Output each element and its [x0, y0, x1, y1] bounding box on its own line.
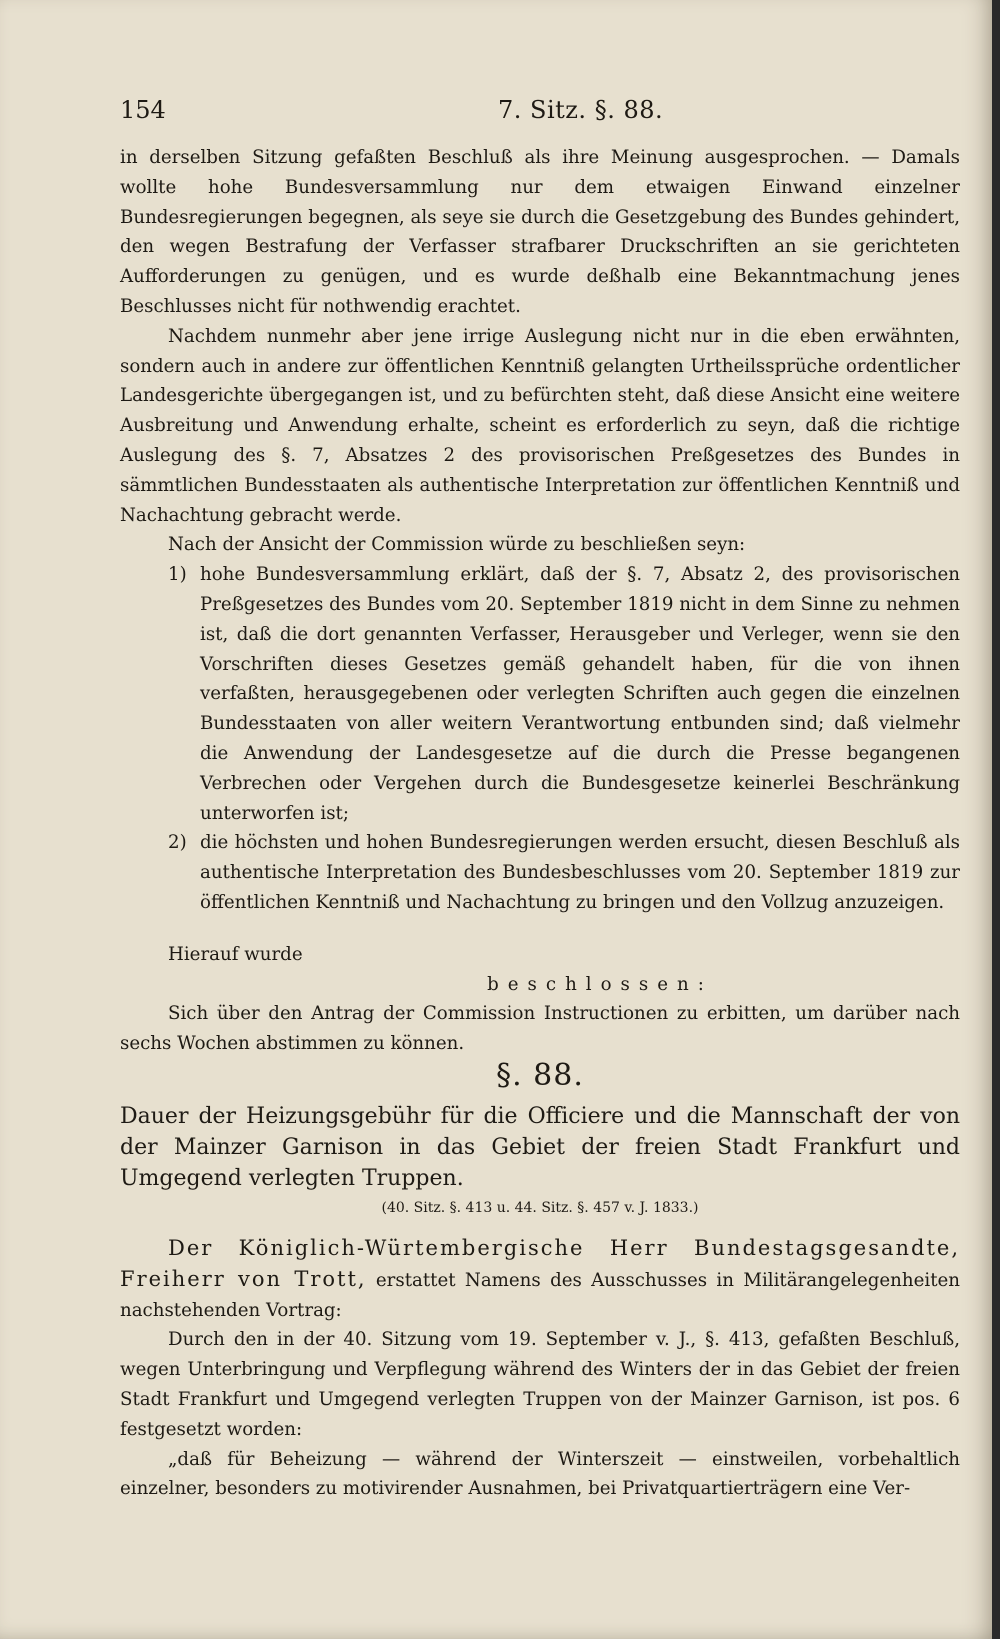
- list-item-number: 1): [168, 564, 187, 586]
- list-item: [120, 560, 960, 828]
- paragraph: Durch den in der 40. Sitzung vom 19. September v. J., §. 413, gefaßten Beschluß, wegen Unterbringung und Verpflegung während des Winters der in das Gebiet der freien Stadt Frankfurt und Umgegend verlegten Truppen von der Mainzer Garnison, ist pos. 6 festgesetzt worden:: [120, 1329, 960, 1440]
- section-text: [120, 1234, 960, 1504]
- section-number: §. 88.: [496, 1058, 584, 1093]
- running-title: 7. Sitz. §. 88.: [498, 96, 664, 124]
- paragraph-commission: Nach der Ansicht der Commission würde zu beschließen seyn:: [168, 534, 746, 556]
- section-title: Dauer der Heizungsgebühr für die Officiere und die Mannschaft der von der Mainzer Garnison in das Gebiet der freien Stadt Frankfurt und Umgegend verlegten Truppen.: [120, 1104, 960, 1191]
- list-item: [120, 828, 960, 917]
- page-number: 154: [120, 96, 166, 124]
- hierauf-line: Hierauf wurde: [168, 943, 303, 965]
- speaker-paragraph: [120, 1234, 960, 1325]
- page-header: [120, 96, 920, 130]
- speaker-name: Der Königlich-Würtembergische Herr Bundestagsgesandte, Freiherr von Trott,: [120, 1236, 960, 1291]
- main-text: [120, 143, 960, 1059]
- quoted-paragraph: „daß für Beheizung — während der Winterszeit — einstweilen, vorbehaltlich einzelner, besonders zu motivirender Ausnahmen, bei Privatquartierträgern eine Ver-: [120, 1448, 960, 1500]
- list-item-number: 2): [168, 832, 187, 854]
- list-item-text: die höchsten und hohen Bundesregierungen werden ersucht, diesen Beschluß als authentische Interpretation des Bundesbeschlusses vom 20. September 1819 zur öffentlichen Kenntniß und Nachachtung zu bringen und den Vollzug anzuzeigen.: [200, 832, 960, 913]
- section-reference: (40. Sitz. §. 413 u. 44. Sitz. §. 457 v. J. 1833.): [381, 1200, 699, 1216]
- speaker-rest: erstattet Namens des Ausschusses in Militärangelegenheiten nachstehenden Vortrag:: [120, 1269, 960, 1321]
- paragraph-continuation: in derselben Sitzung gefaßten Beschluß als ihre Meinung ausgesprochen. — Damals wollte hohe Bundesversammlung nur dem etwaigen Einwand einzelner Bundesregierungen begegnen, als seye sie durch die Gesetzgebung des Bundes gehindert, den wegen Bestrafung der Verfasser strafbarer Druckschriften an sie gerichteten Aufforderungen zu genügen, und es wurde deßhalb eine Bekanntmachung jenes Beschlusses nicht für nothwendig erachtet.: [120, 147, 960, 317]
- resolved-heading: beschlossen:: [487, 973, 713, 995]
- paragraph: Nachdem nunmehr aber jene irrige Auslegung nicht nur in die eben erwähnten, sondern auch in andere zur öffentlichen Kenntniß gelangten Urtheilssprüche ordentlicher Landesgerichte übergegangen ist, und zu befürchten steht, daß diese Ansicht eine weitere Ausbreitung und Anwendung erhalte, scheint es erforderlich zu seyn, daß die richtige Auslegung des §. 7, Absatzes 2 des provisorischen Preßgesetzes des Bundes in sämmtlichen Bundesstaaten als authentische Interpretation zur öffentlichen Kenntniß und Nachachtung gebracht werde.: [120, 325, 960, 526]
- list-item-text: hohe Bundesversammlung erklärt, daß der §. 7, Absatz 2, des provisorischen Preßgesetzes des Bundes vom 20. September 1819 nicht in dem Sinne zu nehmen ist, daß die dort genannten Verfasser, Herausgeber und Verleger, wenn sie den Vorschriften dieses Gesetzes gemäß gehandelt haben, für die von ihnen verfaßten, herausgegebenen oder verlegten Schriften auch gegen die einzelnen Bundesstaaten von aller weitern Verantwortung entbunden sind; daß vielmehr die Anwendung der Landesgesetze auf die durch die Presse begangenen Verbrechen oder Vergehen durch die Bundesgesetze keinerlei Beschränkung unterworfen ist;: [200, 564, 960, 824]
- decision-paragraph: Sich über den Antrag der Commission Instructionen zu erbitten, um darüber nach sechs Wochen abstimmen zu können.: [120, 1003, 960, 1055]
